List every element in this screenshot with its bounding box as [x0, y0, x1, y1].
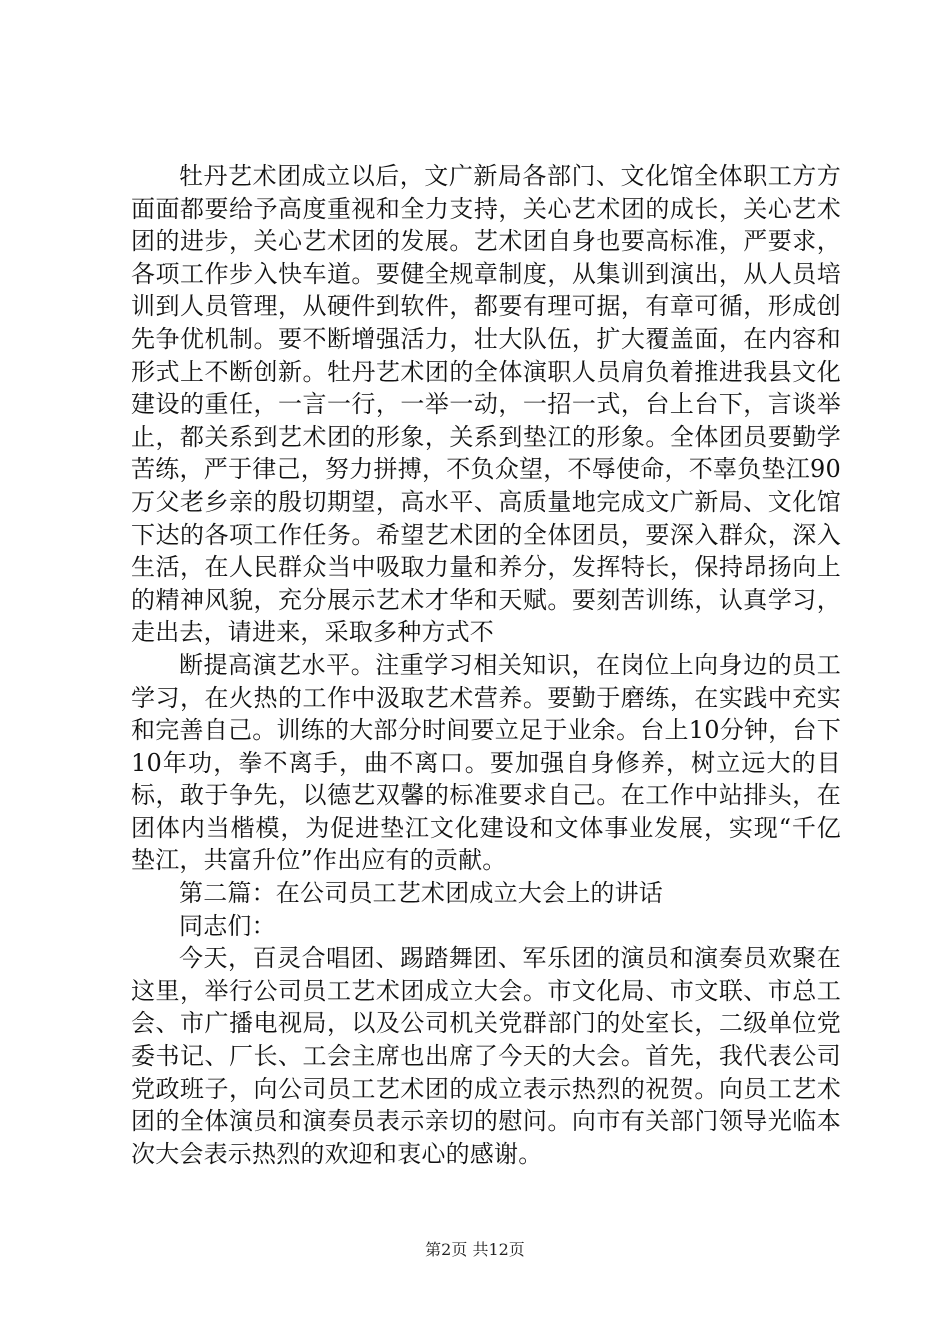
document-body — [131, 160, 841, 1170]
paragraph-3: 今天，百灵合唱团、踢踏舞团、军乐团的演员和演奏员欢聚在这里，举行公司员工艺术团成立大会。市文化局、市文联、市总工会、市广播电视局，以及公司机关党群部门的处室长，二级单位党委书记、厂长、工会主席也出席了今天的大会。首先，我代表公司党政班子，向公司员工艺术团的成立表示热烈的祝贺。向员工艺术团的全体演员和演奏员表示亲切的慰问。向市有关部门领导光临本次大会表示热烈的欢迎和衷心的感谢。 — [131, 944, 841, 1168]
paragraph-1: 牡丹艺术团成立以后，文广新局各部门、文化馆全体职工方方面面都要给予高度重视和全力支持，关心艺术团的成长，关心艺术团的进步，关心艺术团的发展。艺术团自身也要高标准，严要求，各项工作步入快车道。要健全规章制度，从集训到演出，从人员培训到人员管理，从硬件到软件，都要有理可据，有章可循，形成创先争优机制。要不断增强活力，壮大队伍，扩大覆盖面，在内容和形式上不断创新。牡丹艺术团的全体演职人员肩负着推进我县文化建设的重任，一言一行，一举一动，一招一式，台上台下，言谈举止，都关系到艺术团的形象，关系到垫江的形象。全体团员要勤学苦练，严于律己，努力拼搏，不负众望，不辱使命，不辜负垫江90万父老乡亲的殷切期望，高水平、高质量地完成文广新局、文化馆下达的各项工作任务。希望艺术团的全体团员，要深入群众，深入生活，在人民群众当中吸取力量和养分，发挥特长，保持昂扬向上的精神风貌，充分展示艺术才华和天赋。要刻苦训练，认真学习，走出去，请进来，采取多种方式不 — [131, 162, 841, 647]
paragraph-2: 断提高演艺水平。注重学习相关知识，在岗位上向身边的员工学习，在火热的工作中汲取艺术营养。要勤于磨练，在实践中充实和完善自己。训练的大部分时间要立足于业余。台上10分钟，台下10年功，拳不离手，曲不离口。要加强自身修养，树立远大的目标，敢于争先，以德艺双馨的标准要求自己。在工作中站排头，在团体内当楷模，为促进垫江文化建设和文体事业发展，实现“千亿垫江，共富升位”作出应有的贡献。 — [131, 650, 841, 875]
salutation: 同志们： — [179, 911, 276, 940]
section-heading: 第二篇：在公司员工艺术团成立大会上的讲话 — [179, 879, 663, 908]
page-footer: 第2页 共12页 — [425, 1240, 525, 1259]
